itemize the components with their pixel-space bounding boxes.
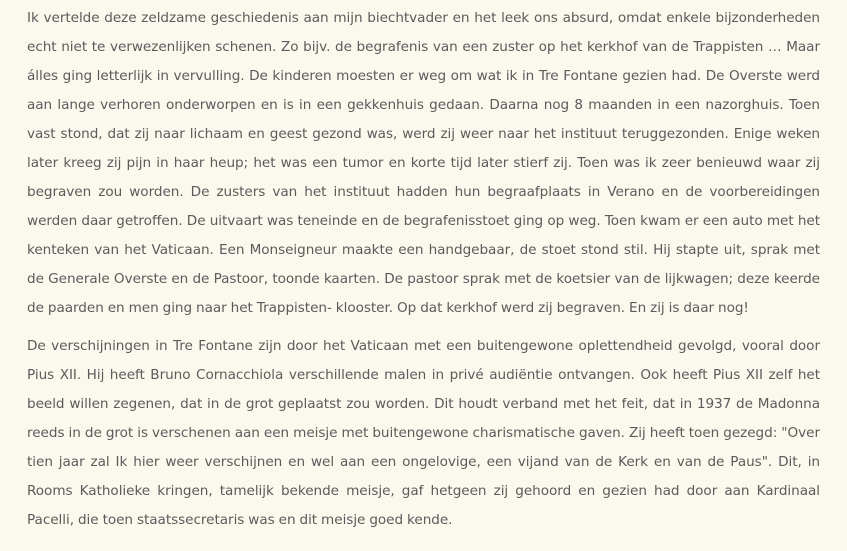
- paragraph-2: De verschijningen in Tre Fontane zijn door het Vaticaan met een buitengewone oplettendheid gevolgd, vooral door Pius XII. Hij heeft Bruno Cornacchiola verschillende malen in privé audiëntie ontvangen. Ook heeft Pius XII zelf het beeld willen zegenen, dat in de grot geplaatst zou worden. Dit houdt verband met het feit, dat in 1937 de Madonna reeds in de grot is verschenen aan een meisje met buitengewone charismatische gaven. Zij heeft toen gezegd: "Over tien jaar zal Ik hier weer verschijnen en wel aan een ongelovige, een vijand van de Kerk en van de Paus". Dit, in Rooms Katholieke kringen, tamelijk bekende meisje, gaf hetgeen zij gehoord en gezien had door aan Kardinaal Pacelli, die toen staatssecretaris was en dit meisje goed kende.: [27, 338, 820, 528]
- paragraph-1: Ik vertelde deze zeldzame geschiedenis aan mijn biechtvader en het leek ons absurd, omdat enkele bijzonderheden echt niet te verwezenlijken schenen. Zo bijv. de begrafenis van een zuster op het kerkhof van de Trappisten … Maar álles ging letterlijk in vervulling. De kinderen moesten er weg om wat ik in Tre Fontane gezien had. De Overste werd aan lange verhoren onderworpen en is in een gekkenhuis gedaan. Daarna nog 8 maanden in een nazorghuis. Toen vast stond, dat zij naar lichaam en geest gezond was, werd zij weer naar het instituut teruggezonden. Enige weken later kreeg zij pijn in haar heup; het was een tumor en korte tijd later stierf zij. Toen was ik zeer benieuwd waar zij begraven zou worden. De zusters van het instituut hadden hun begraafplaats in Verano en de voorbereidingen werden daar getroffen. De uitvaart was teneinde en de begrafenisstoet ging op weg. Toen kwam er een auto met het kenteken van het Vaticaan. Een Monseigneur maakte een handgebaar, de stoet stond stil. Hij stapte uit, sprak met de Generale Overste en de Pastoor, toonde kaarten. De pastoor sprak met de koetsier van de lijkwagen; deze keerde de paarden en men ging naar het Trappisten- klooster. Op dat kerkhof werd zij begraven. En zij is daar nog!: [27, 10, 820, 316]
